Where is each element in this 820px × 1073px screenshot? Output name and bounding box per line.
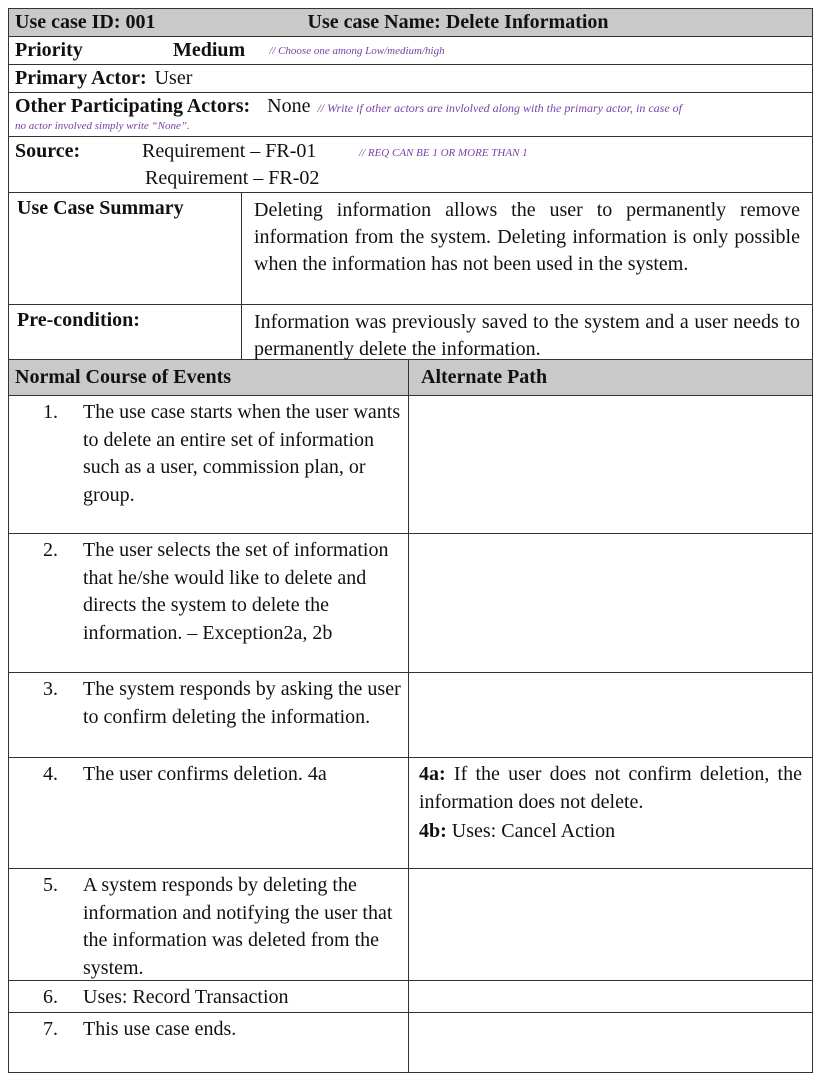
step-text: The user confirms deletion. 4a (83, 763, 327, 785)
alternate-4b-label: 4b: (419, 820, 447, 842)
step-text: A system responds by deleting the information and notifying the user that the information was deleted from the system. (83, 874, 393, 979)
use-case-header-row (8, 8, 813, 37)
step-text: Uses: Record Transaction (83, 986, 289, 1008)
alternate-4b-text: Uses: Cancel Action (451, 820, 616, 842)
step-text: The user selects the set of information that he/she would like to delete and directs the system to delete the information. – Exception2a, 2b (83, 539, 389, 644)
other-actors-label: Other Participating Actors: (15, 95, 251, 117)
source-req-1: Requirement – FR-01 (142, 140, 317, 162)
precondition-row (8, 305, 813, 360)
other-actors-note: // Write if other actors are invlolved along with the primary actor, in case of (317, 101, 682, 115)
step-number: 1. (43, 401, 58, 423)
alternate-path-cell (409, 758, 812, 868)
event-row (8, 534, 813, 673)
priority-value: Medium (173, 39, 246, 61)
use-case-document (8, 8, 813, 1073)
summary-row (8, 193, 813, 305)
alternate-path-cell (409, 981, 812, 1012)
source-label: Source: (15, 140, 81, 162)
step-text: The system responds by asking the user to confirm deleting the information. (83, 678, 401, 728)
source-row (8, 137, 813, 193)
alternate-path-cell (409, 1013, 812, 1072)
alternate-path-header: Alternate Path (421, 366, 548, 388)
source-note: // REQ CAN BE 1 OR MORE THAN 1 (359, 147, 528, 159)
summary-label: Use Case Summary (9, 193, 242, 304)
step-number: 3. (43, 678, 58, 700)
primary-actor-value: User (154, 67, 193, 89)
event-row (8, 1013, 813, 1073)
priority-row (8, 37, 813, 65)
alternate-path-cell (409, 534, 812, 672)
alternate-4a-text: If the user does not confirm deletion, the information does not delete. (419, 763, 802, 813)
normal-course-header: Normal Course of Events (9, 360, 409, 395)
events-header-row (8, 360, 813, 396)
event-row (8, 869, 813, 981)
primary-actor-row (8, 65, 813, 93)
other-actors-value: None (267, 95, 311, 117)
other-actors-note-cont: no actor involved simply write “None”. (15, 120, 190, 132)
step-text: This use case ends. (83, 1018, 237, 1040)
summary-text: Deleting information allows the user to permanently remove information from the system. Deleting information is only possible when the information has not been used in the system. (254, 199, 800, 275)
step-text: The use case starts when the user wants to delete an entire set of information such as a user, commission plan, or group. (83, 401, 401, 506)
step-number: 4. (43, 763, 58, 785)
source-req-2: Requirement – FR-02 (145, 167, 320, 189)
event-row (8, 396, 813, 534)
alternate-path-cell (409, 869, 812, 980)
other-actors-row (8, 93, 813, 137)
step-number: 6. (43, 986, 58, 1008)
step-number: 2. (43, 539, 58, 561)
event-row (8, 758, 813, 869)
precondition-text: Information was previously saved to the system and a user needs to permanently delete the information. (254, 311, 800, 360)
use-case-id: Use case ID: 001 (15, 11, 156, 33)
alternate-4a-label: 4a: (419, 763, 446, 785)
alternate-4a (409, 758, 812, 818)
priority-note: // Choose one among Low/medium/high (269, 44, 445, 57)
step-number: 5. (43, 874, 58, 896)
primary-actor-label: Primary Actor: (15, 67, 147, 89)
event-row (8, 981, 813, 1013)
alternate-path-cell (409, 396, 812, 533)
step-number: 7. (43, 1018, 58, 1040)
precondition-label: Pre-condition: (9, 305, 242, 359)
use-case-name: Use case Name: Delete Information (307, 11, 609, 33)
event-row (8, 673, 813, 758)
alternate-4b (409, 818, 812, 848)
alternate-path-cell (409, 673, 812, 757)
priority-label: Priority (15, 39, 83, 61)
